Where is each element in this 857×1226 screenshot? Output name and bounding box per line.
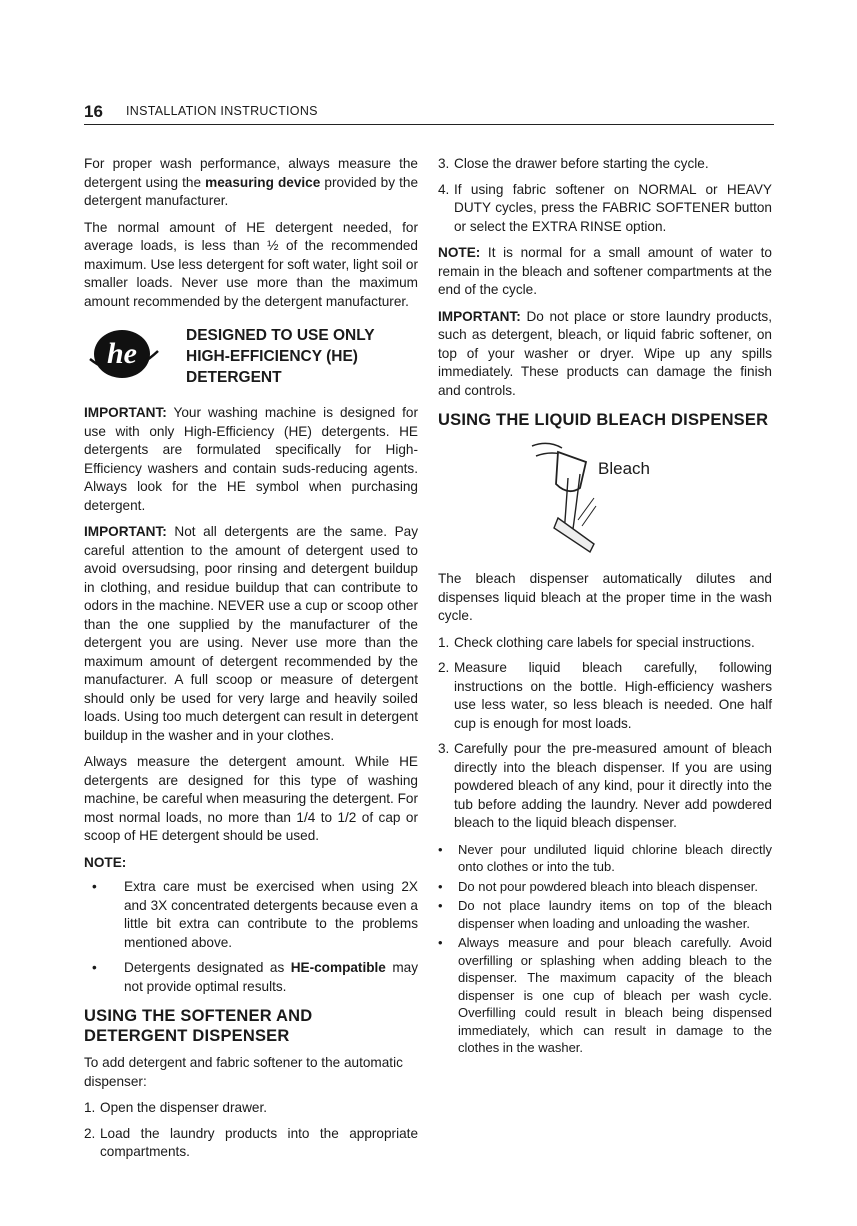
note-paragraph: NOTE: It is normal for a small amount of water to remain in the bleach and softener compartments at the end of the cycle. [438,245,772,297]
list-item: 1. Check clothing care labels for special instructions. [438,634,755,650]
list-item: 2. Measure liquid bleach carefully, following instructions on the bottle. High-efficiency washers use less water, so less bleach is needed. One half cup is enough for most loads. [438,660,772,731]
add-detergent-paragraph: To add detergent and fabric softener to the automatic dispenser: [84,1055,403,1089]
bleach-illustration [438,438,772,558]
page-header [84,100,774,125]
always-measure-paragraph: Always measure the detergent amount. While HE detergents are designed for this type of washing machine, be careful when measuring the detergent. For most normal loads, no more than 1/4 to 1/2 of cap or scoop of HE detergent should be used. [84,754,418,843]
important-detergent-paragraph: IMPORTANT: Not all detergents are the same. Pay careful attention to the amount of detergent used to avoid oversudsing, poor rinsing and detergent buildup in clothing, and residue buildup that can contribute to odors in the machine. NEVER use a cup or scoop other than the one supplied by the manufacturer of the detergent you are using. Never use more than the maximum amount of detergent recommended by the manufacturer. A full scoop or measure of detergent should only be used for very large and heavily soiled loads. Using too much detergent can result in detergent buildup in the washer and in your clothes. [84,524,419,743]
measure-paragraph: For proper wash performance, always measure the detergent using the measuring device provided by the detergent manufacturer. [84,156,419,208]
list-item: 3. Carefully pour the pre-measured amount of bleach directly into the bleach dispenser. If you are using powdered bleach of any kind, pour it directly into the tub before adding the laundry. Never add powdered bleach to the liquid bleach dispenser. [438,741,772,830]
list-item: 3. Close the drawer before starting the cycle. [438,156,709,171]
bleach-warnings [438,841,772,1057]
page-number: 16 [84,102,103,121]
list-item: • Never pour undiluted liquid chlorine bleach directly onto clothes or into the tub. [438,841,772,874]
list-item: • Do not pour powdered bleach into bleach dispenser. [438,878,758,894]
left-column [84,155,418,1170]
amount-paragraph: The normal amount of HE detergent needed, for average loads, is less than ½ of the recommended maximum. Use less detergent for soft water, light soil or smaller loads. Never use more than the maximum amount recommended by the detergent manufacturer. [84,219,418,309]
bleach-steps [438,634,772,833]
list-item: • Do not place laundry items on top of the bleach dispenser when loading and unloading the washer. [438,898,772,931]
note-list [84,878,418,996]
he-callout [84,323,418,388]
bleach-label: Bleach [598,459,650,478]
bleach-cup-icon [528,438,598,556]
important-storage-paragraph: IMPORTANT: Do not place or store laundry products, such as detergent, bleach, or liquid fabric softener, on top of your washer or dryer. Wipe up any spills immediately. These products can damage the finish and controls. [438,308,772,398]
list-item: • Detergents designated as HE-compatible may not provide optimal results. [92,960,418,994]
dispenser-steps [84,1099,418,1162]
he-logo-icon [84,323,164,385]
list-item: • Extra care must be exercised when using 2X and 3X concentrated detergents because even a little bit extra can contribute to the problems mentioned above. [92,879,418,950]
svg-text:he: he [107,337,137,370]
important-he-paragraph: IMPORTANT: Your washing machine is designed for use with only High-Efficiency (HE) detergents. HE detergents are formulated specifically for High-Efficiency washers and contain suds-reducing agents. Always look for the HE symbol when purchasing detergent. [84,405,418,513]
right-column [438,155,772,1065]
bleach-heading: USING THE LIQUID BLEACH DISPENSER [438,411,769,429]
note-label: NOTE: [84,854,127,870]
list-item: 4. If using fabric softener on NORMAL or HEAVY DUTY cycles, press the FABRIC SOFTENER button or select the EXTRA RINSE option. [438,181,772,234]
dispenser-steps-continued [438,155,772,236]
bleach-dispenser-paragraph: The bleach dispenser automatically dilutes and dispenses liquid bleach at the proper time in the wash cycle. [438,571,772,623]
list-item: 1. Open the dispenser drawer. [84,1100,268,1115]
softener-heading: USING THE SOFTENER AND DETERGENT DISPENSER [84,1007,313,1045]
he-title: DESIGNED TO USE ONLY HIGH-EFFICIENCY (HE) DETERGENT [186,327,375,386]
list-item: • Always measure and pour bleach carefully. Avoid overfilling or splashing when adding bleach to the dispenser. The maximum capacity of the bleach dispenser is one cup of bleach per wash cycle. Overfilling could result in bleach being dispensed immediately, which can result in damage to the clothes in the washer. [438,935,772,1055]
section-title: INSTALLATION INSTRUCTIONS [126,104,318,118]
list-item: 2. Load the laundry products into the appropriate compartments. [84,1125,418,1159]
